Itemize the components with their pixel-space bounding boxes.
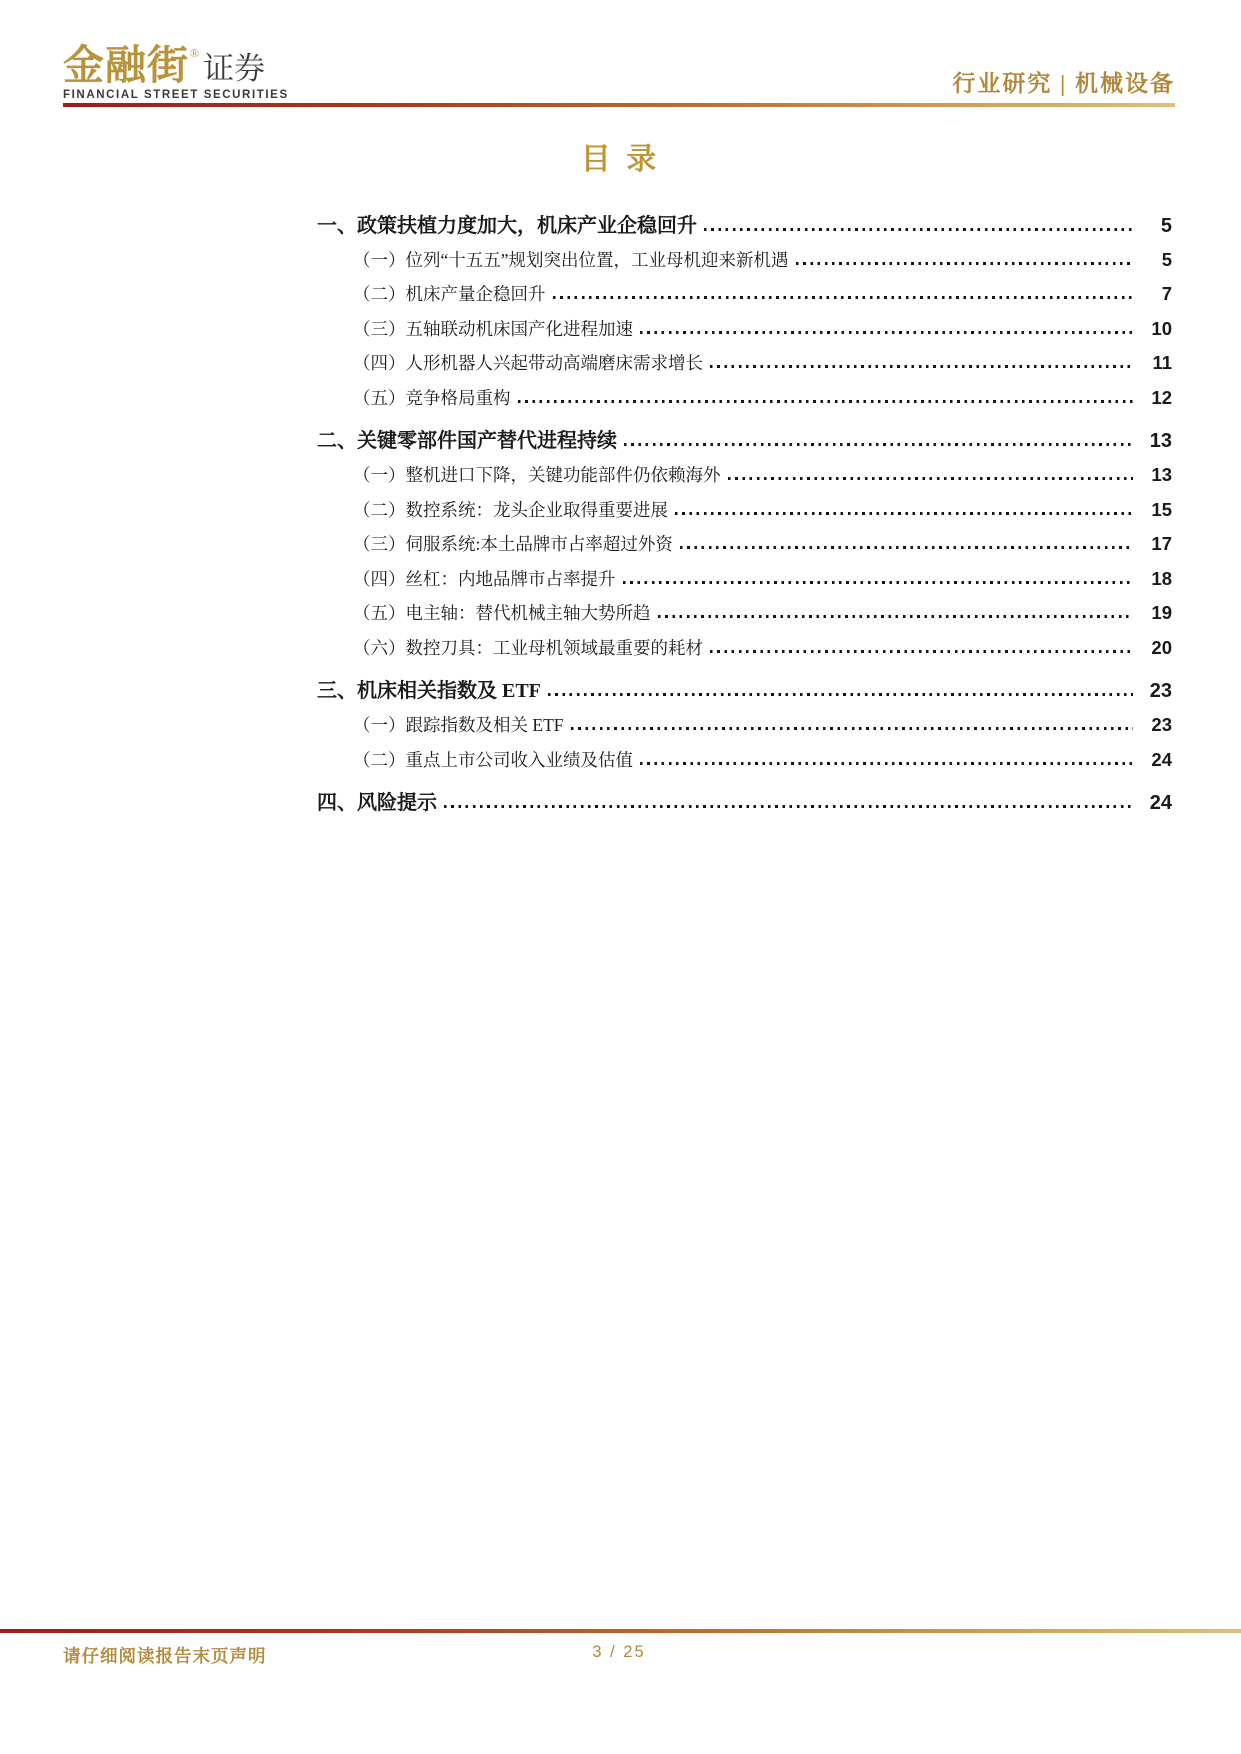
dot-leader xyxy=(675,512,1133,515)
dot-leader xyxy=(728,477,1134,480)
registered-trademark-icon: ® xyxy=(190,46,200,60)
dot-leader xyxy=(623,581,1134,584)
dot-leader xyxy=(444,805,1133,808)
page-footer xyxy=(0,1629,1241,1666)
toc-entry-page: 17 xyxy=(1151,533,1172,554)
toc-entry[interactable] xyxy=(317,424,1172,458)
logo-brand-cn: 金融街 xyxy=(63,42,189,88)
table-of-contents xyxy=(317,209,1172,821)
toc-entry-page: 7 xyxy=(1161,283,1172,304)
toc-entry-title: （一）整机进口下降，关键功能部件仍依赖海外 xyxy=(353,465,721,485)
toc-entry-page: 24 xyxy=(1151,748,1172,770)
toc-entry-page: 10 xyxy=(1151,317,1172,339)
toc-entry[interactable] xyxy=(317,346,1172,381)
toc-entry[interactable] xyxy=(317,381,1172,416)
toc-entry[interactable] xyxy=(317,708,1172,743)
toc-entry-title: （五）竞争格局重构 xyxy=(353,387,511,408)
dot-leader xyxy=(571,727,1134,730)
toc-entry[interactable] xyxy=(317,674,1172,708)
header-divider xyxy=(63,103,1175,107)
toc-entry-title: （二）机床产量企稳回升 xyxy=(353,284,546,304)
toc-entry-title: （一）位列“十五五”规划突出位置，工业母机迎来新机遇 xyxy=(353,249,789,270)
toc-entry-title: （三）五轴联动机床国产化进程加速 xyxy=(353,318,633,339)
toc-entry-title: （四）丝杠：内地品牌市占率提升 xyxy=(353,568,616,589)
dot-leader xyxy=(680,546,1133,549)
dot-leader xyxy=(710,365,1133,368)
toc-entry-page: 24 xyxy=(1149,792,1172,814)
toc-entry-title: （五）电主轴：替代机械主轴大势所趋 xyxy=(353,603,651,623)
toc-entry-page: 20 xyxy=(1151,636,1172,658)
toc-entry-title: （六）数控刀具：工业母机领域最重要的耗材 xyxy=(353,637,703,658)
dot-leader xyxy=(640,331,1133,334)
toc-entry[interactable] xyxy=(317,562,1172,597)
toc-entry[interactable] xyxy=(317,527,1172,562)
footer-disclaimer: 请仔细阅读报告末页声明 xyxy=(63,1646,267,1666)
toc-entry-title: 三、机床相关指数及 ETF xyxy=(317,680,541,702)
page-number-indicator: 3 / 25 xyxy=(592,1643,646,1661)
toc-entry-title: （四）人形机器人兴起带动高端磨床需求增长 xyxy=(353,353,703,373)
dot-leader xyxy=(548,693,1133,696)
toc-entry-page: 15 xyxy=(1151,498,1172,520)
toc-entry-title: 四、风险提示 xyxy=(317,792,437,814)
toc-entry-page: 5 xyxy=(1161,248,1172,270)
toc-entry-page: 13 xyxy=(1151,464,1172,485)
toc-entry[interactable] xyxy=(317,786,1172,820)
toc-entry-page: 11 xyxy=(1152,352,1172,373)
toc-entry-page: 12 xyxy=(1151,386,1172,408)
toc-entry[interactable] xyxy=(317,243,1172,278)
toc-entry[interactable] xyxy=(317,596,1172,631)
toc-entry[interactable] xyxy=(317,493,1172,528)
toc-entry-page: 23 xyxy=(1151,714,1172,735)
toc-entry-page: 13 xyxy=(1149,430,1172,452)
dot-leader xyxy=(518,400,1134,403)
toc-entry-page: 23 xyxy=(1149,680,1172,702)
toc-entry[interactable] xyxy=(317,743,1172,778)
toc-entry-title: （三）伺服系统:本土品牌市占率超过外资 xyxy=(353,534,673,554)
toc-entry-title: （二）重点上市公司收入业绩及估值 xyxy=(353,749,633,770)
toc-entry-page: 19 xyxy=(1151,602,1172,623)
toc-entry[interactable] xyxy=(317,458,1172,493)
toc-entry-title: （一）跟踪指数及相关 ETF xyxy=(353,715,564,735)
toc-entry-title: （二）数控系统：龙头企业取得重要进展 xyxy=(353,499,668,520)
toc-entry-page: 18 xyxy=(1151,567,1172,589)
dot-leader xyxy=(796,262,1133,265)
toc-entry[interactable] xyxy=(317,209,1172,243)
toc-entry-title: 一、政策扶植力度加大，机床产业企稳回升 xyxy=(317,214,697,237)
toc-title: 目 录 xyxy=(580,142,661,176)
dot-leader xyxy=(710,650,1133,653)
dot-leader xyxy=(658,615,1134,618)
dot-leader xyxy=(553,296,1134,299)
toc-entry[interactable] xyxy=(317,277,1172,312)
logo-brand-suffix: 证券 xyxy=(203,51,266,86)
page-header xyxy=(0,0,1241,102)
toc-entry-title: 二、关键零部件国产替代进程持续 xyxy=(317,430,617,452)
footer-divider xyxy=(0,1629,1241,1633)
company-logo xyxy=(63,42,289,102)
toc-entry[interactable] xyxy=(317,312,1172,347)
dot-leader xyxy=(624,443,1133,446)
dot-leader xyxy=(704,228,1133,231)
report-category-label: 行业研究 | 机械设备 xyxy=(952,70,1175,96)
dot-leader xyxy=(640,762,1133,765)
toc-entry-page: 5 xyxy=(1160,214,1172,237)
toc-entry[interactable] xyxy=(317,631,1172,666)
logo-brand-en: FINANCIAL STREET SECURITIES xyxy=(63,89,289,101)
